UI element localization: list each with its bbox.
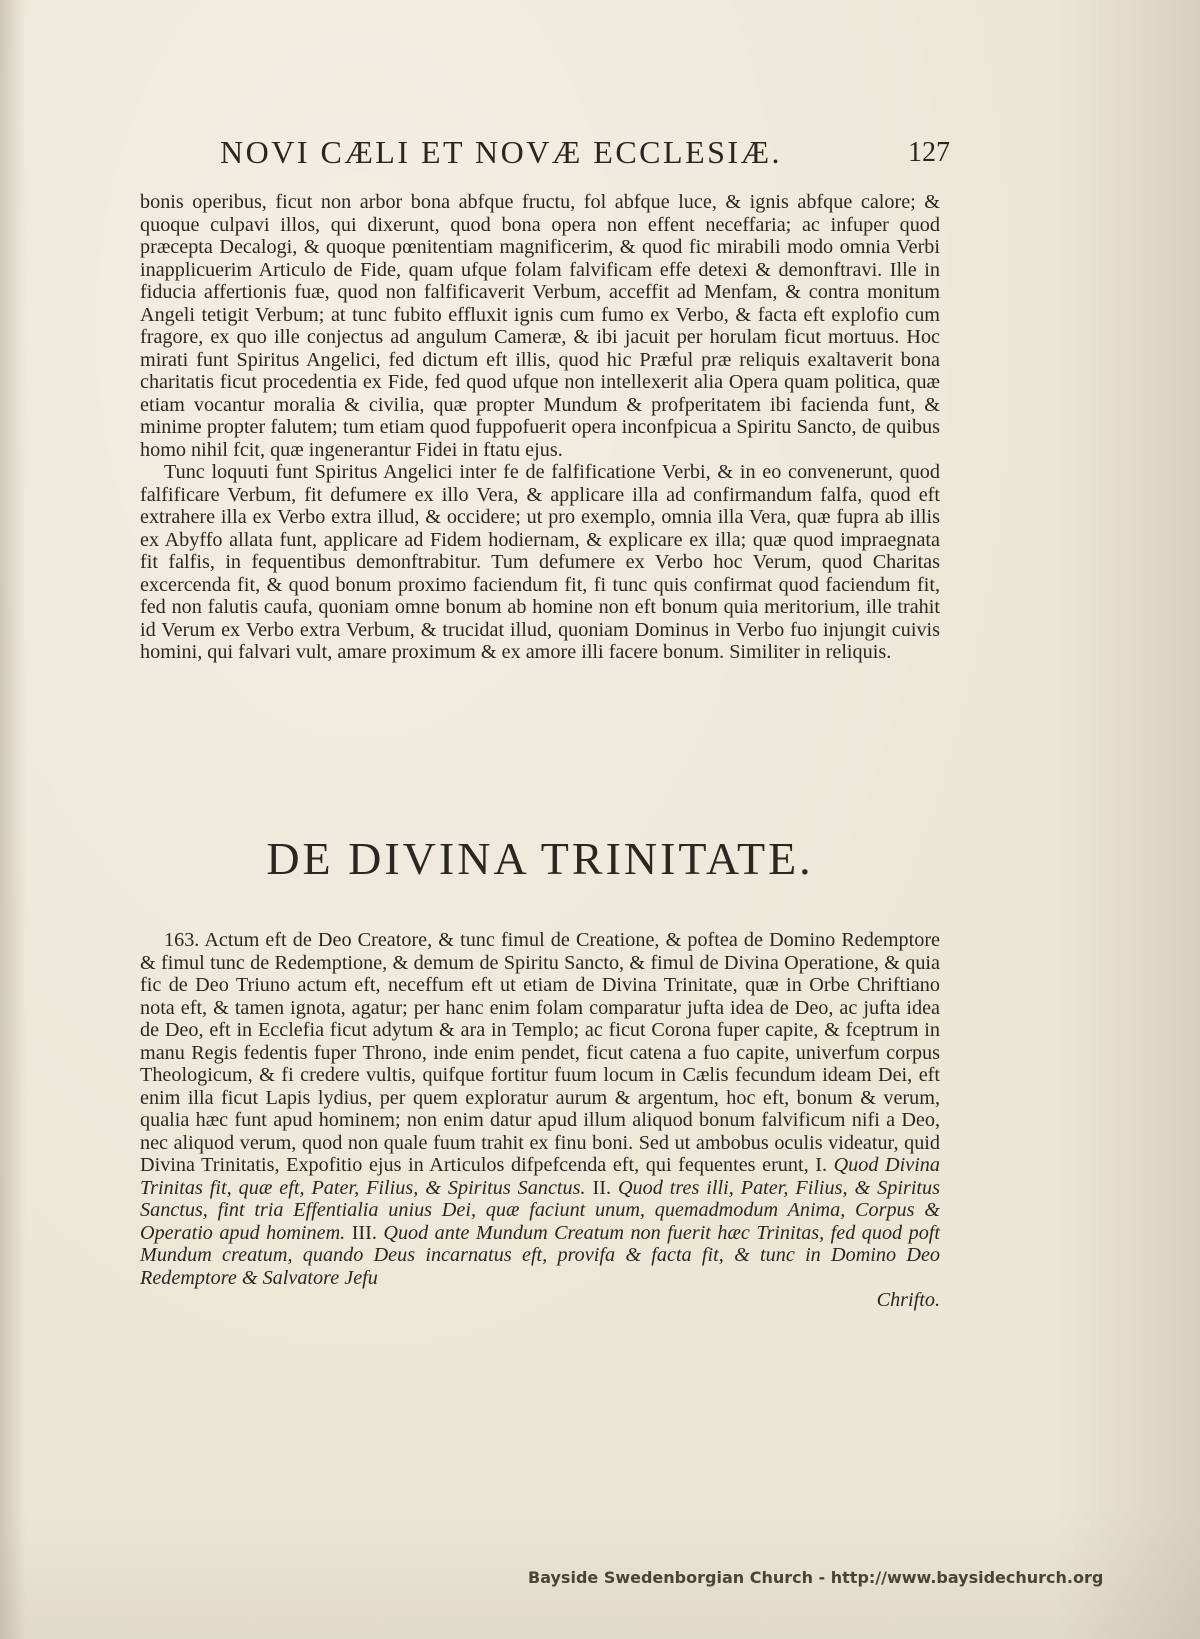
page-number: 127 — [908, 137, 950, 168]
paragraph-spirits-falsification: Tunc loquuti funt Spiritus Angelici inter fe de falfificatione Verbi, & in eo convenerunt, quod falfificare Verbum, fit defumere ex illo Vera, & applicare illa ad confirmandum falfa, quod eft extrahere illa ex Verbo extra illud, & occidere; ut pro exemplo, omnia illa Vera, quæ fupra ab illis ex Abyffo allata funt, applicare ad Fidem hodiernam, & explicare ex illa; quæ quod impraegnata fit falfis, in fequentibus demonftrabitur. Tum defumere ex Verbo hoc Verum, quod Charitas excercenda fit, & quod bonum proximo faciendum fit, fi tunc quis confirmat quod faciendum fit, fed non falutis caufa, quoniam omne bonum ab homine non eft bonum quia meritorium, ille trahit id Verum ex Verbo extra Verbum, & trucidat illud, quoniam Dominus in Verbo fuo injungit cuivis homini, qui falvari vult, amare proximum & ex amore illi facere bonum. Similiter in reliquis. — [140, 461, 940, 663]
continued-paragraph: bonis operibus, ficut non arbor bona abfque fructu, fol abfque luce, & ignis abfque calore; & quoque culpavi illos, qui dixerunt, quod bona opera non effent neceffaria; ac infuper quod præcepta Decalogi, & quoque pœnitentiam magnificerim, & quod fic mirabili modo omnia Verbi inapplicuerim Articulo de Fide, quam ufque folam falvificam effe detexi & demonftravi. Ille in fiducia affertionis fuæ, quod non falfificaverit Verbum, acceffit ad Menfam, & contra monitum Angeli tetigit Verbum; at tunc fubito effluxit ignis cum fumo ex Verbo, & facta eft explofio cum fragore, ex quo ille conjectus ad angulum Cameræ, & ibi jacuit per horulam ficut mortuus. Hoc mirati funt Spiritus Angelici, fed dictum eft illis, quod hic Præful præ reliquis exaltaverit bona charitatis ficut procedentia ex Fide, fed quod ufque non intellexerit alia Opera quam politica, quæ etiam vocantur moralia & civilia, quæ propter Mundum & profperitatem ibi facienda funt, & minime propter falutem; tum etiam quod fuppofuerit opera inconfpicua a Spiritu Sancto, de quibus homo nihil fcit, quæ ingenerantur Fidei in ftatu ejus. — [140, 191, 940, 461]
section-heading: DE DIVINA TRINITATE. — [266, 833, 814, 884]
running-title: NOVI CÆLI ET NOVÆ ECCLESIÆ. — [220, 134, 783, 170]
page-gutter-shadow — [0, 0, 26, 1639]
paragraph-163 — [140, 929, 940, 1289]
closing-catchword: Chrifto. — [876, 1289, 940, 1311]
lower-text-block — [140, 929, 940, 1312]
article-3-numeral: III. — [351, 1221, 377, 1244]
upper-text-block — [140, 191, 940, 664]
article-3: Quod ante Mundum Creatum non fuerit hæc Trinitas, fed quod poft Mundum creatum, quando Deus incarnatus eft, provifa & facta fit, & tunc in Domino Deo Redemptore & Salvatore Jefu — [140, 1221, 941, 1289]
paragraph-number: 163. — [164, 929, 200, 951]
paragraph-163-text: Actum eft de Deo Creatore, & tunc fimul de Creatione, & poftea de Domino Redemptore & fimul tunc de Redemptione, & demum de Spiritu Sancto, & fimul de Divina Operatione, & quia fic de Deo Triuno actum eft, neceffum eft ut etiam de Divina Trinitate, quæ in Orbe Chriftiano nota eft, & tamen ignota, agatur; per hanc enim folam comparatur jufta idea de Deo, ac jufta idea de Deo, eft in Ecclefia ficut adytum & ara in Templo; ac ficut Corona fuper capite, & fceptrum in manu Regis fedentis fuper Throno, inde enim pendet, ficut catena a fuo capite, univerfum corpus Theologicum, & fi credere vultis, quifque fortitur fuum locum in Cælis fecundum ideam Dei, eft enim illa ficut Lapis lydius, per quem exploratur aurum & argentum, hoc eft, bonum & verum, qualia hæc funt apud hominem; non enim datur apud illum aliquod bonum falvificum nifi a Deo, nec aliquod verum, quod non quale fuum trahit ex finu boni. Sed ut ambobus oculis videatur, quid Divina Trinitatis, Expofitio ejus in Articulos difpefcenda eft, qui fequentes erunt, I. — [140, 929, 941, 1176]
website-watermark: Bayside Swedenborgian Church - http://www.baysidechurch.org — [528, 1568, 1104, 1587]
article-2: Quod tres illi, Pater, Filius, & Spiritus Sanctus, fint tria Effentialia unius Dei, quæ faciunt unum, quemadmodum Anima, Corpus & Operatio apud hominem. — [140, 1176, 940, 1244]
article-1: Quod Divina Trinitas fit, quæ eft, Pater, Filius, & Spiritus Sanctus. — [140, 1154, 940, 1199]
article-2-numeral: II. — [592, 1176, 611, 1199]
running-head — [140, 134, 950, 174]
